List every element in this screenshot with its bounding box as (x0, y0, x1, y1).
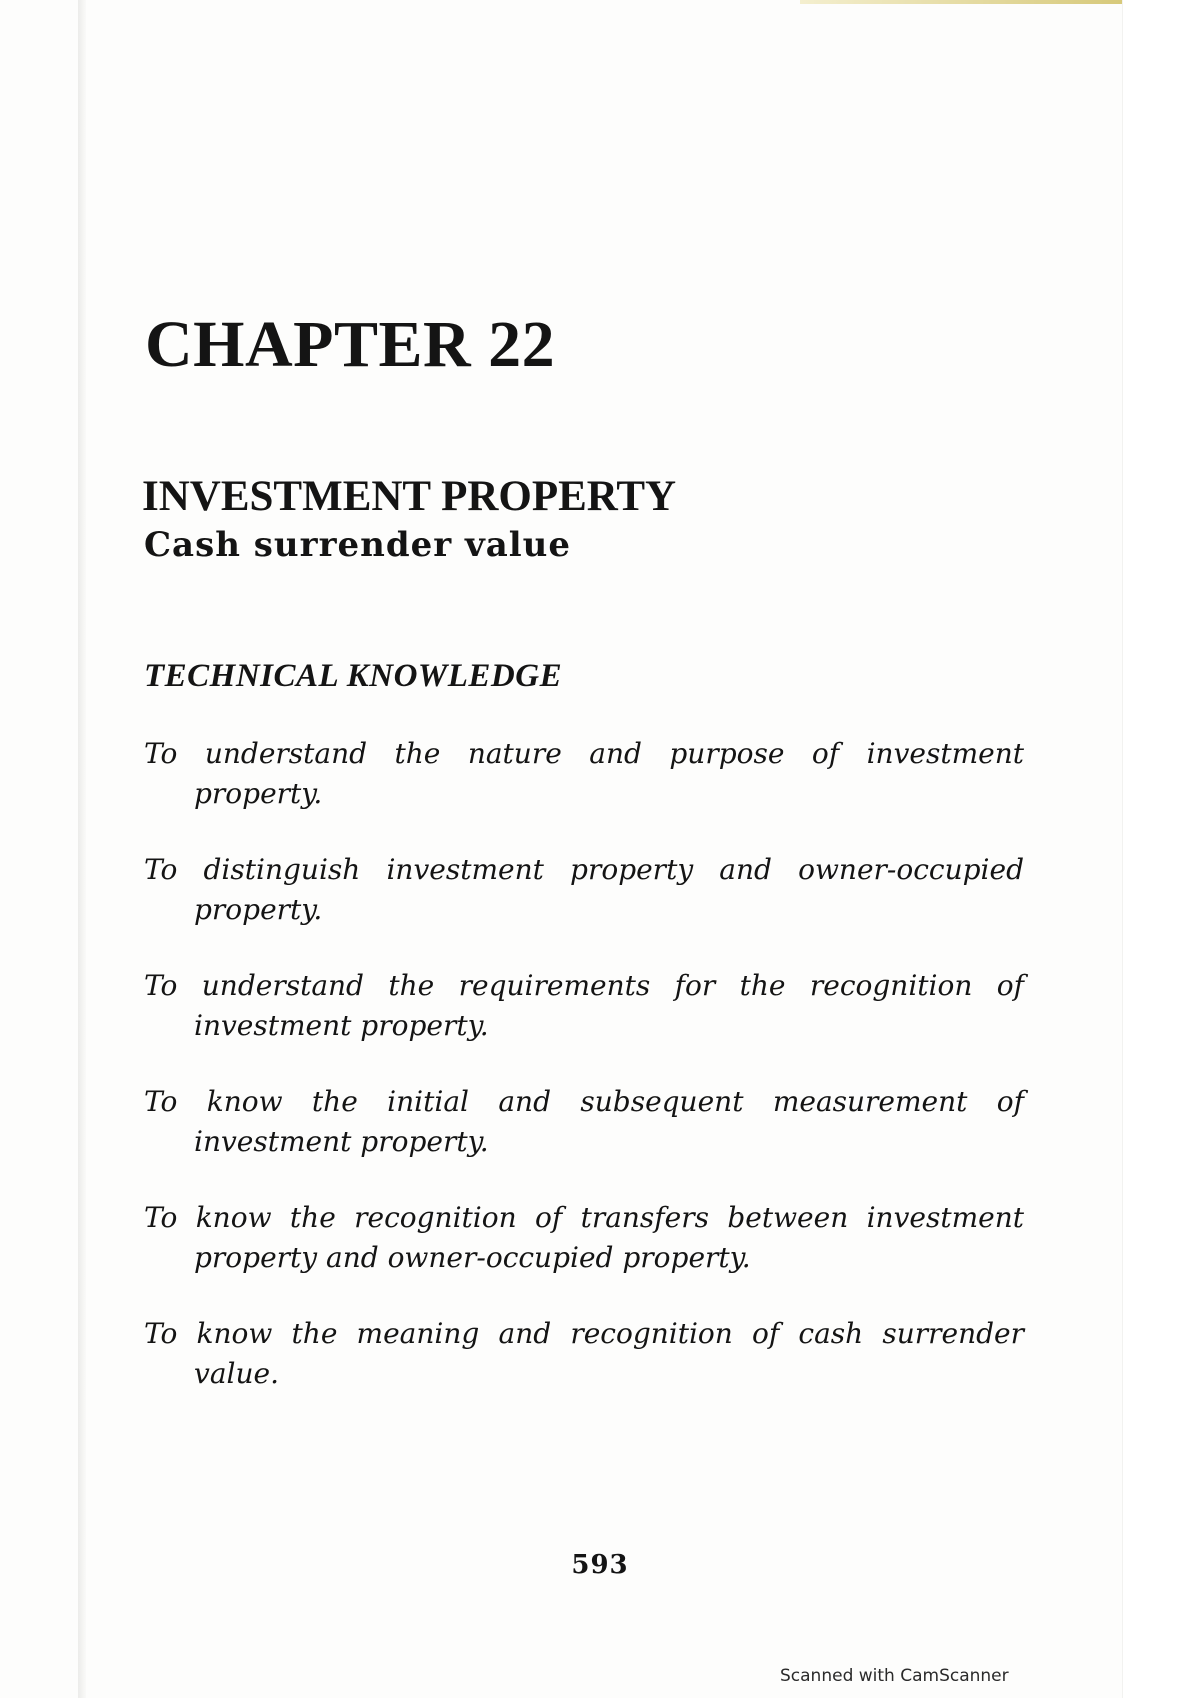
chapter-title: CHAPTER 22 (145, 308, 556, 381)
objective-item: To understand the requirements for the recognition of investment property. (144, 969, 1024, 1042)
page-top-edge-strip (800, 0, 1130, 4)
section-subtitle: Cash surrender value (144, 525, 572, 565)
objective-item: To know the recognition of transfers between investment property and owner-occupied property. (144, 1201, 1024, 1274)
section-title: INVESTMENT PROPERTY (142, 473, 677, 520)
objective-item: To know the meaning and recognition of cash surrender value. (144, 1317, 1024, 1390)
page-left-shadow (78, 0, 86, 1698)
technical-knowledge-heading: TECHNICAL KNOWLEDGE (144, 658, 563, 694)
scan-right-margin (1122, 0, 1200, 1698)
page-number: 593 (571, 1550, 629, 1580)
objective-item: To understand the nature and purpose of investment property. (144, 737, 1024, 810)
objectives-list (144, 734, 1024, 1430)
objective-item: To know the initial and subsequent measurement of investment property. (144, 1085, 1024, 1158)
camscanner-watermark: Scanned with CamScanner (780, 1666, 1009, 1686)
objective-item: To distinguish investment property and owner-occupied property. (144, 853, 1024, 926)
